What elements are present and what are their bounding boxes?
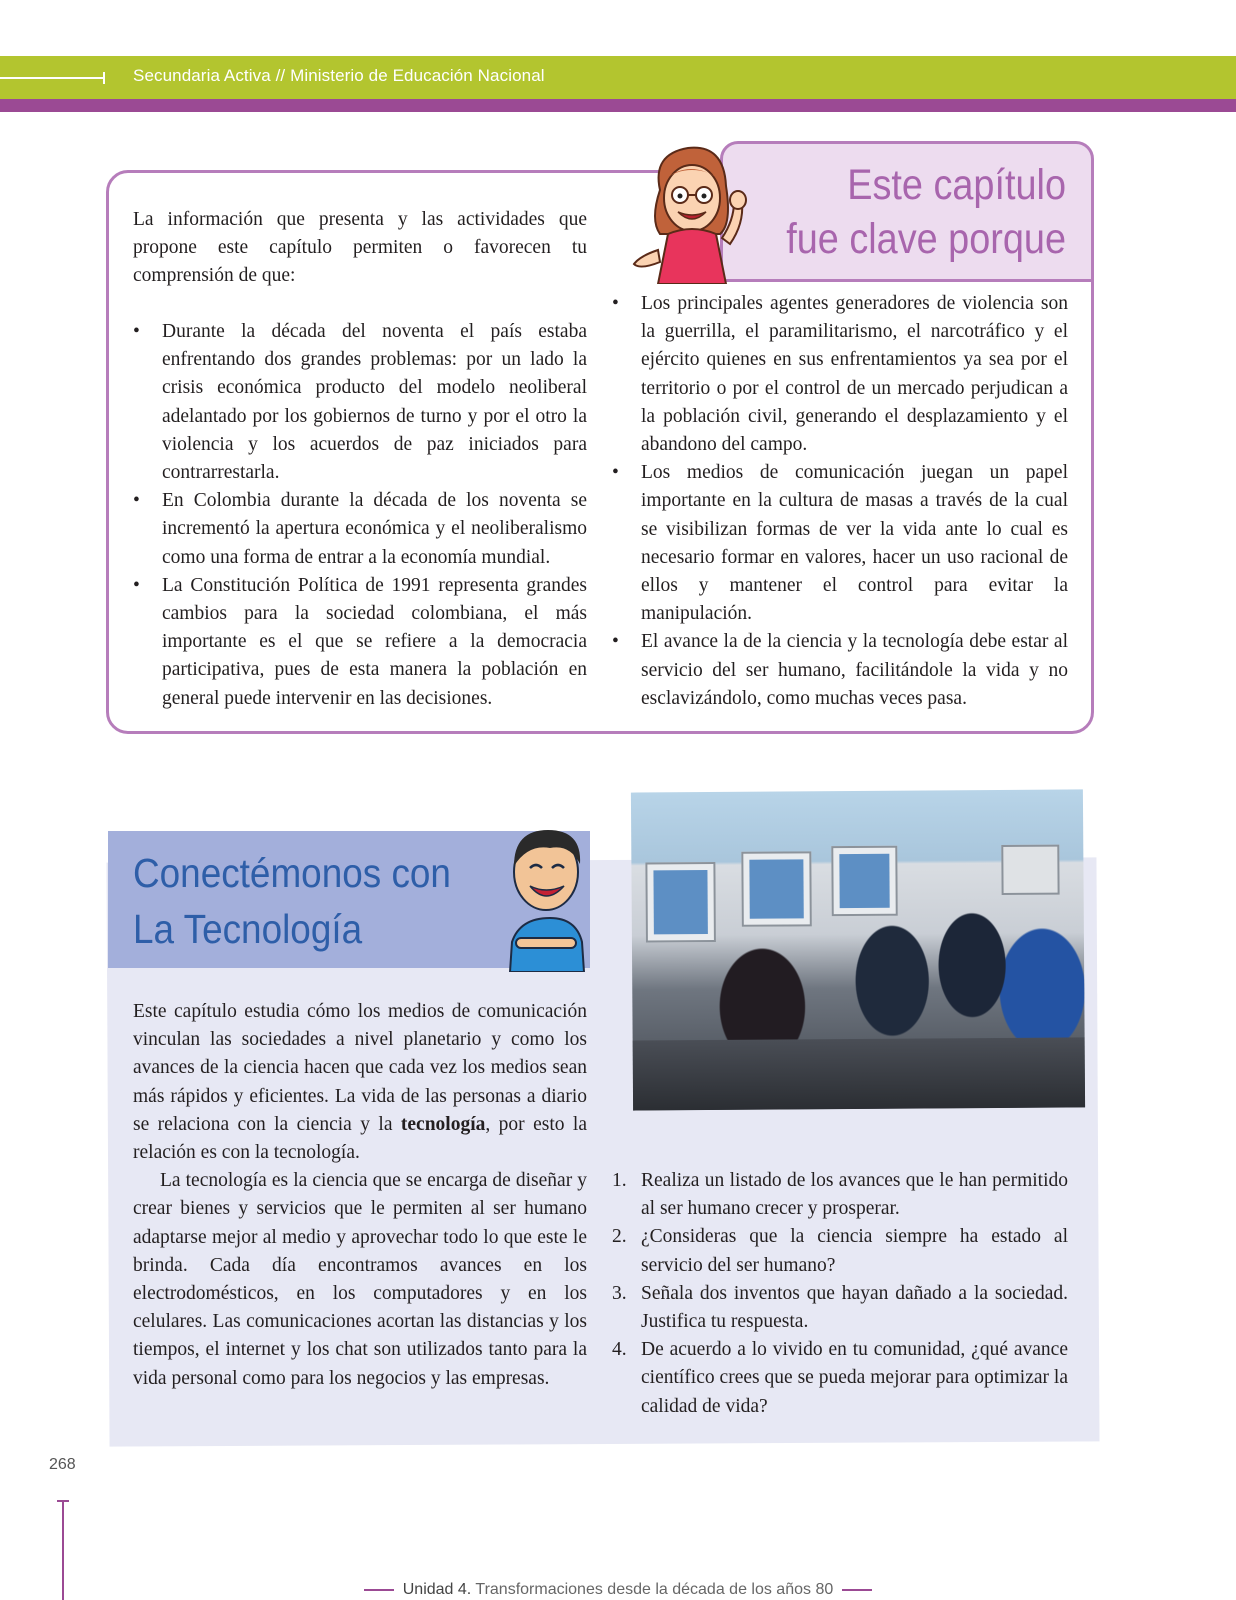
summary-title bbox=[779, 158, 1066, 266]
technology-title-line2: La Tecnología bbox=[133, 906, 363, 952]
summary-title-line2: fue clave porque bbox=[786, 215, 1066, 263]
microwave bbox=[1001, 845, 1059, 895]
computer-lab-photo bbox=[631, 789, 1085, 1110]
photo-floor bbox=[633, 1037, 1085, 1110]
list-item: • La Constitución Política de 1991 representa grandes cambios para la sociedad colombiana, el más importante es el que se refiere a la democracia participativa, pues de esta manera la población en general puede intervenir en las decisiones. bbox=[133, 572, 587, 713]
header-rule bbox=[0, 77, 104, 79]
footer-rule-left bbox=[364, 1589, 394, 1591]
summary-bullets-right bbox=[612, 290, 1068, 713]
list-item: 1. Realiza un listado de los avances que le han permitido al ser humano crecer y prosperar. bbox=[612, 1170, 1068, 1220]
footer-rule-right bbox=[842, 1589, 872, 1591]
bullet-icon: • bbox=[612, 293, 619, 314]
bullet-icon: • bbox=[133, 321, 140, 342]
activity-questions bbox=[612, 1167, 1068, 1421]
monitor-1 bbox=[645, 862, 716, 942]
technology-paragraph-1: Este capítulo estudia cómo los medios de comunicación vinculan las sociedades a nivel planetario y como los avances de la ciencia hacen que cada vez los medios sean más rápidos y eficientes. La vida de las personas a diario se relaciona con la ciencia y la tecnología, por esto la relación es con la tecnología. bbox=[133, 1001, 588, 1164]
monitor-2 bbox=[741, 851, 812, 926]
technology-paragraph-2: La tecnología es la ciencia que se encarga de diseñar y crear bienes y servicios que le permiten al ser humano adaptarse mejor al medio y aprovechar todo lo que este le brinda. Cada día encontramos avances en los electrodomésticos, en los computadores y en los celulares. Las comunicaciones acortan las distancias y los tiempos, el internet y los chat son utilizados tanto para la vida personal como para los negocios y las empresas. bbox=[133, 1170, 587, 1389]
teacher-character-icon bbox=[630, 140, 754, 284]
bullet-icon: • bbox=[133, 574, 140, 596]
summary-bullets-left bbox=[133, 318, 587, 713]
header-title: Secundaria Activa // Ministerio de Educación Nacional bbox=[133, 66, 545, 85]
list-item: • Los principales agentes generadores de violencia son la guerrilla, el paramilitarismo, el narcotráfico y el ejército quienes en sus enfrentamientos ya sea por el territorio o por el control de un mercado perjudican a la población civil, generando el desplazamiento y el abandono del campo. bbox=[612, 290, 1068, 459]
technology-text bbox=[133, 998, 587, 1393]
summary-title-line1: Este capítulo bbox=[847, 161, 1066, 209]
page-number: 268 bbox=[49, 1456, 76, 1473]
technology-title-line1: Conectémonos con bbox=[133, 850, 451, 896]
list-item: 3. Señala dos inventos que hayan dañado a la sociedad. Justifica tu respuesta. bbox=[612, 1282, 1068, 1333]
list-item: 4. De acuerdo a lo vivido en tu comunidad, ¿qué avance científico crees que se pueda mejorar para optimizar la calidad de vida? bbox=[612, 1339, 1068, 1417]
bullet-icon: • bbox=[612, 631, 619, 653]
monitor-3 bbox=[831, 846, 897, 916]
list-item: • Durante la década del noventa el país estaba enfrentando dos grandes problemas: por un lado la crisis económica producto del modelo neoliberal adelantado por los gobiernos de turno y por el otro la violencia y los acuerdos de paz iniciados para contrarrestarla. bbox=[133, 318, 587, 487]
bullet-icon: • bbox=[133, 490, 140, 512]
header-stripe bbox=[0, 99, 1236, 112]
list-item: 2. ¿Consideras que la ciencia siempre ha estado al servicio del ser humano? bbox=[612, 1226, 1068, 1276]
list-item: • El avance la de la ciencia y la tecnología debe estar al servicio del ser humano, facilitándole la vida y no esclavizándolo, como muchas veces pasa. bbox=[612, 628, 1068, 713]
footer bbox=[0, 1581, 1236, 1599]
technology-title bbox=[133, 845, 451, 957]
header-rule-tick bbox=[103, 72, 105, 84]
bullet-icon: • bbox=[612, 462, 619, 484]
list-item: • En Colombia durante la década de los noventa se incrementó la apertura económica y el neoliberalismo como una forma de entrar a la economía mundial. bbox=[133, 487, 587, 572]
summary-intro: La información que presenta y las actividades que propone este capítulo permiten o favorecen tu comprensión de que: bbox=[133, 209, 587, 287]
footer-unit-label: Unidad 4. bbox=[402, 1581, 472, 1598]
footer-unit-title: Transformaciones desde la década de los años 80 bbox=[475, 1581, 834, 1598]
list-item: • Los medios de comunicación juegan un papel importante en la cultura de masas a través de la cual se visibilizan formas de ver la vida ante lo cual es necesario formar en valores, hacer un uso racional de ellos y mantener el control para evitar la manipulación. bbox=[612, 459, 1068, 628]
student-character-icon bbox=[500, 822, 592, 972]
